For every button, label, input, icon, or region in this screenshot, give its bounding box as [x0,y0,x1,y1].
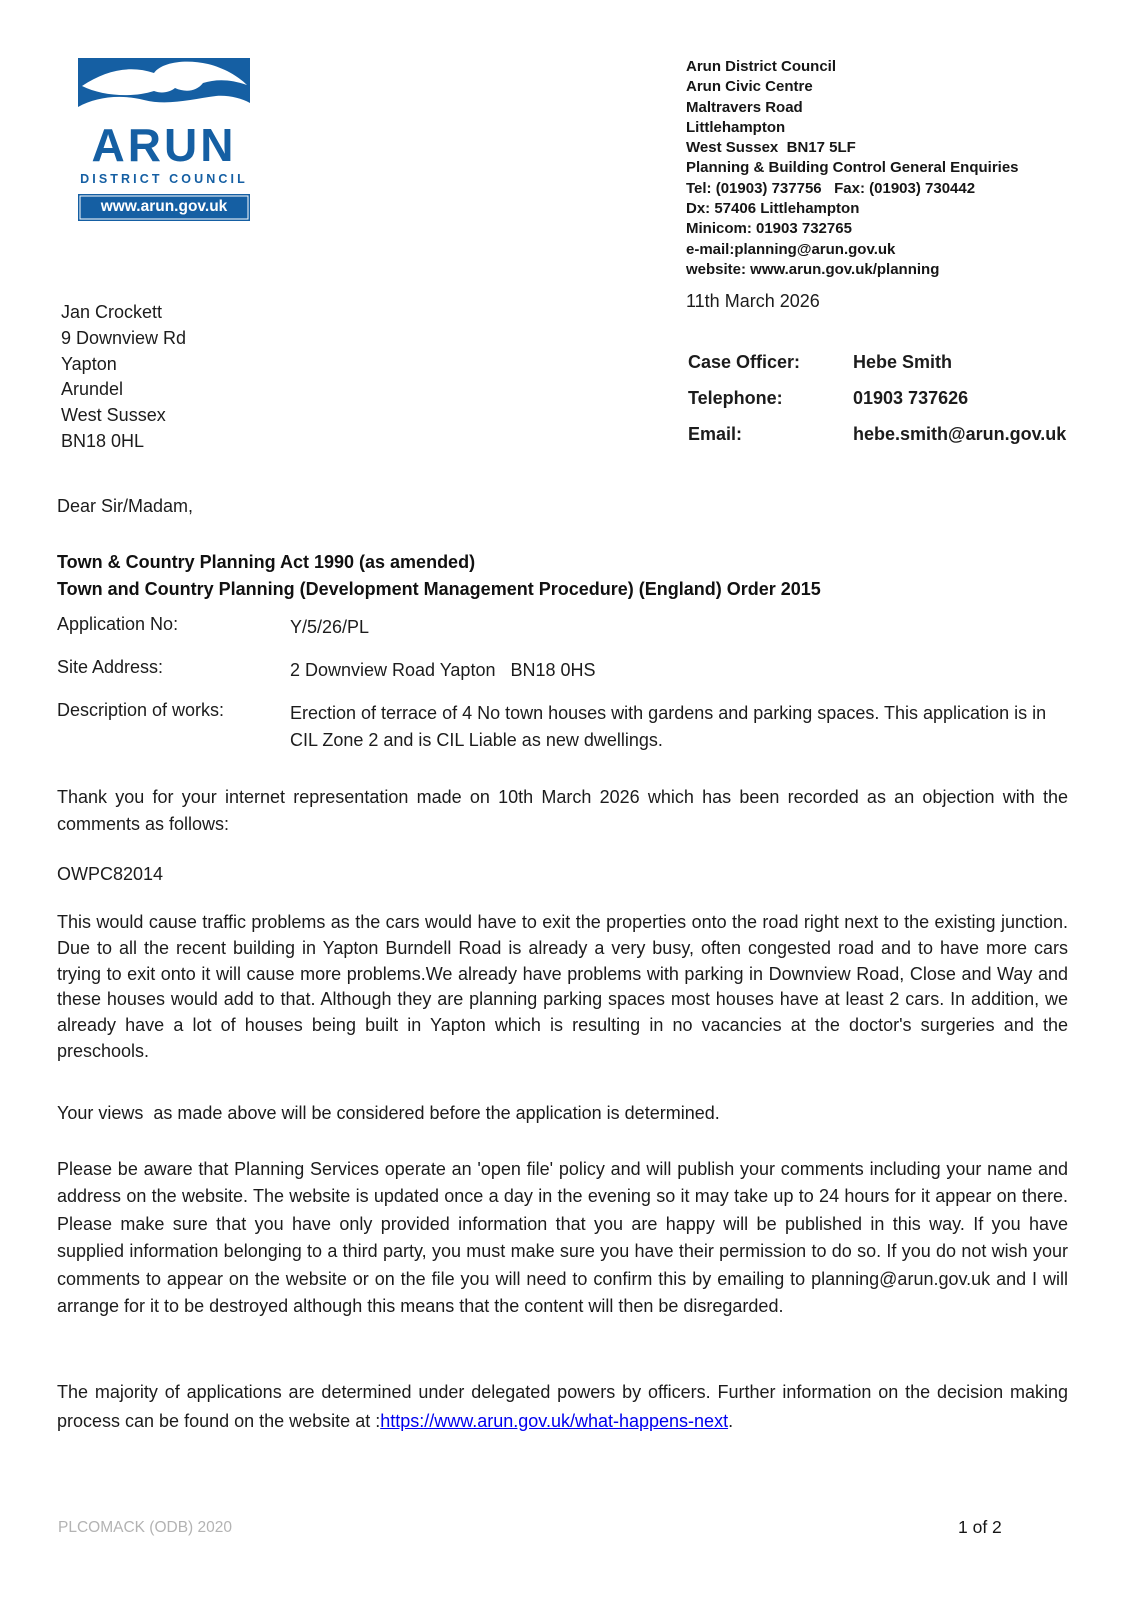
paragraph-thanks: Thank you for your internet representation made on 10th March 2026 which has been recorded as an objection with the comments as follows: [57,787,1068,835]
description-value: Erection of terrace of 4 No town houses with gardens and parking spaces. This application is in CIL Zone 2 and is CIL Liable as new dwellings. [290,703,1052,750]
salutation: Dear Sir/Madam, [57,496,194,516]
telephone-value: 01903 737626 [853,388,969,408]
council-line: Arun Civic Centre [686,78,813,96]
council-contact-block [686,57,1106,280]
council-email-line: e-mail:planning@arun.gov.uk [686,240,896,258]
email-value: hebe.smith@arun.gov.uk [853,424,1067,444]
site-address-label: Site Address: [57,657,164,677]
recipient-line: West Sussex [61,405,166,426]
council-line: Planning & Building Control General Enquiries [686,159,1019,177]
application-details [57,614,1068,770]
recipient-line: Arundel [61,379,124,400]
site-address-row [57,657,1068,684]
council-line: Littlehampton [686,118,786,136]
what-happens-next-link[interactable]: https://www.arun.gov.uk/what-happens-next [380,1410,729,1431]
council-line: Dx: 57406 Littlehampton [686,200,860,218]
act-heading-line2: Town and Country Planning (Development Management Procedure) (England) Order 2015 [57,578,821,599]
letter-date: 11th March 2026 [686,291,820,311]
council-logo [78,58,250,221]
application-no-row [57,614,1068,641]
act-heading-line1: Town & Country Planning Act 1990 (as amended) [57,552,476,572]
council-line: Maltravers Road [686,98,803,116]
logo-subtitle: DISTRICT COUNCIL [80,172,248,186]
email-label: Email: [688,424,743,444]
recipient-line: BN18 0HL [61,430,145,451]
representation-reference: OWPC82014 [57,864,164,884]
council-line: Arun District Council [686,58,837,75]
seagull-icon [78,58,250,115]
application-no-value: Y/5/26/PL [290,617,370,637]
logo-wordmark: ARUN [91,119,237,171]
paragraph-delegated-powers [57,1378,1068,1435]
council-website-line: website: www.arun.gov.uk/planning [686,260,940,278]
recipient-line: Yapton [61,353,117,374]
logo-website-banner: www.arun.gov.uk [78,194,250,221]
page-number: 1 of 2 [958,1517,1002,1537]
recipient-address [61,300,186,455]
case-officer-block [688,352,1088,460]
email-row [688,424,1088,445]
application-no-label: Application No: [57,614,179,634]
case-officer-row [688,352,1088,373]
paragraph-open-file-policy: Please be aware that Planning Services operate an 'open file' policy and will publish your comments including your name and address on the website. The website is updated once a day in the evening so it may take up to 24 hours for it appear on there. Please make sure that you have only provided information that you are happy will be published in this way. If you have supplied information belonging to a third party, you must make sure you have their permission to do so. If you do not wish your comments to appear on the website or on the file you will need to confirm this by emailing to planning@arun.gov.uk and I will arrange for it to be destroyed although this means that the content will then be disregarded. [57,1159,1068,1317]
description-row [57,700,1068,754]
delegated-text-suffix: . [728,1410,734,1431]
recipient-line: 9 Downview Rd [61,327,187,348]
recipient-line: Jan Crockett [61,302,163,322]
delegated-text: The majority of applications are determined under delegated powers by officers. Further information on the decision making process can be found on the website at : [57,1382,1068,1431]
council-line: West Sussex BN17 5LF [686,139,856,157]
case-officer-value: Hebe Smith [853,352,953,372]
council-line: Minicom: 01903 732765 [686,220,852,238]
paragraph-objection-comments: This would cause traffic problems as the cars would have to exit the properties onto the road right next to the existing junction. Due to all the recent building in Yapton Burndell Road is already a very busy, often congested road and to have more cars trying to exit onto it will cause more problems.We already have problems with parking in Downview Road, Close and Way and these houses would add to that. Although they are planning parking spaces most houses have at least 2 cars. In addition, we already have a lot of houses being built in Yapton which is resulting in no vacancies at the doctor's surgeries and the preschools. [57,912,1068,1061]
document-code: PLCOMACK (ODB) 2020 [58,1519,232,1536]
case-officer-label: Case Officer: [688,352,801,372]
telephone-row [688,388,1088,409]
telephone-label: Telephone: [688,388,783,408]
paragraph-views: Your views as made above will be considered before the application is determined. [57,1103,720,1123]
act-heading [57,549,1068,602]
description-label: Description of works: [57,700,225,720]
council-line: Tel: (01903) 737756 Fax: (01903) 730442 [686,179,976,197]
site-address-value: 2 Downview Road Yapton BN18 0HS [290,660,596,680]
